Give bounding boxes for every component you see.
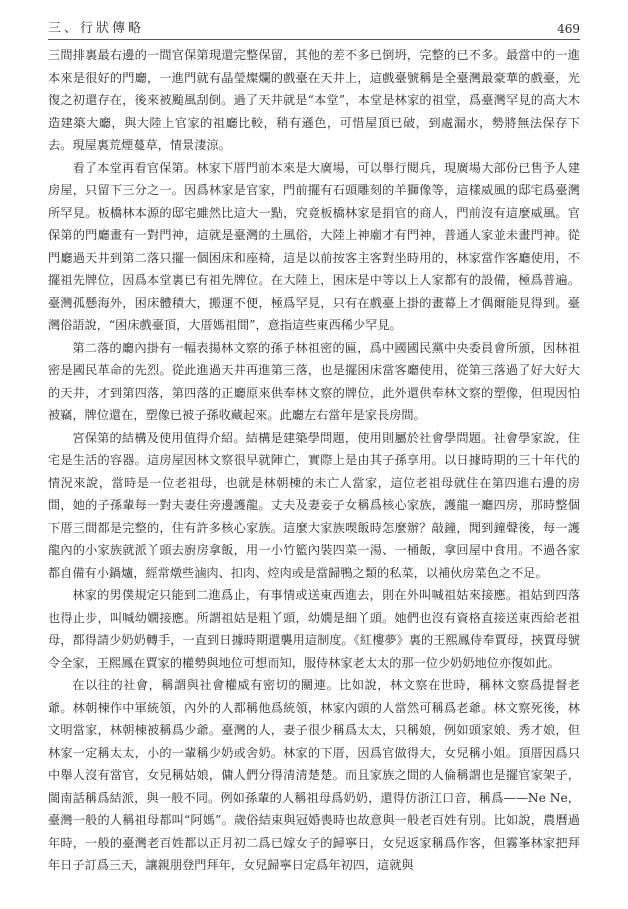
paragraph: 在以往的社會，稱謂與社會權威有密切的關連。比如說，林文察在世時，稱林文察爲提督老爺。林朝棟作中軍統領，內外的人都稱他爲統領，林家內頭的人當然可稱爲老爺。林文察死後，林文明當家，林朝棟被稱爲少爺。臺灣的人，妻子很少稱爲太太，只稱娘，例如頭家娘、秀才娘，但林家一定稱太太，小的一輩稱少奶或舍奶。林家的下厝，因爲官做得大，女兒稱小姐。頂厝因爲只中舉人沒有當官，女兒稱姑娘，傭人們分得清清楚楚。而且家族之間的人倫稱謂也是擺官家架子，閩南話稱爲結派，與一般不同。例如孫輩的人稱祖母爲奶奶，還得仿浙江口音，稱爲——Ne Ne，臺灣一般的人稱祖母都叫“阿媽”。歲俗結束與冠婚喪時也故意與一般老百姓有別。比如說，農曆過年時，一般的臺灣老百姓都以正月初二爲已嫁女子的歸寧日，女兒返家稱爲作客，但霧峯林家把拜年日子訂爲三天，讓親朋登門拜年，女兒歸寧日定爲年初四，這就與 [48,678,580,872]
paragraph: 第二落的廳內掛有一幅表揚林文察的孫子林祖密的匾，爲中國國民黨中央委員會所頒，因林祖密是國民革命的先烈。從此進過天井再進第三落，也是擺困床當客廳使用，從第三落過了好大好大的天井，才到第四落，第四落的正廳原來供奉林文察的牌位，此外還供奉林文察的塑像，但現因怕被竊，牌位還在，塑像已被子孫收藏起來。此廳左右當年是家長房間。 [48,340,580,422]
paragraph: 林家的男僕規定只能到二進爲止，有事情或送東西進去，則在外叫喊祖姑來接應。祖姑到四落也得止步，叫喊幼嫺接應。所謂祖姑是粗丫頭，幼嫺是細丫頭。她們也沒有資格直接送東西給老祖母，都得請少奶奶轉手，一直到日據時期還襲用這制度。《紅樓夢》裏的王熙鳳侍奉賈母，挾賈母號令全家，王熙鳳在賈家的權勢與地位可想而知，服侍林家老太太的那一位少奶奶地位亦復如此。 [48,588,580,670]
chapter-title: 三、行狀傳略 [48,21,145,36]
page-header [48,14,580,40]
paragraph: 三間排裏最右邊的一間官保第現還完整保留，其他的差不多已倒坍，完整的已不多。最當中的一進本來是很好的門廳，一進門就有晶瑩燦爛的戲臺在天井上，這戲臺號稱是全臺灣最豪華的戲臺，光復之初還存在，後來被颱風刮倒。過了天井就是“本堂”，本堂是林家的祖堂，爲臺灣罕見的高大木造建築大廳，與大陸上官家的祖廳比較，稍有遜色，可惜屋頂已破，到處漏水，勢將無法保存下去。現屋裏荒煙蔓草，情景淒涼。 [48,48,580,152]
page-body [48,44,580,895]
paragraph: 宮保第的結構及使用值得介紹。結構是建築學問題，使用則屬於社會學問題。社會學家說，住宅是生活的容器。這房屋因林文察很早就陣亡，實際上是由其子孫享用。以日據時期的三十年代的情況來說，當時是一位老祖母，也就是林朝棟的未亡人當家，這位老祖母就住在第四進右邊的房間，她的子孫輩每一對夫妻住旁邊護龍。丈夫及妻妾子女稱爲核心家族，護龍一廳四房，那時整個下厝三間都是完整的，住有許多核心家族。這麼大家族喫飯時怎麼辦？敲鐘，聞到鐘聲後，每一護龍內的小家族就派丫頭去廚房拿飯，用一小竹籃內裝四菜一湯、一桶飯，拿回屋中食用。不過各家都自備有小鍋爐，經常燉些滷肉、扣肉、焢肉或是當歸鴨之類的私菜，以補伙房菜色之不足。 [48,430,580,580]
page-number: 469 [557,22,580,36]
paragraph: 看了本堂再看官保第。林家下厝門前本來是大廣場，可以舉行閱兵，現廣場大部份已售予人建房屋，只留下三分之一。因爲林家是官家，門前擺有石頭雕刻的羊獅像等，這樣威風的邸宅爲臺灣所罕見。板橋林本源的邸宅雖然比這大一點，究竟板橋林家是捐官的商人，門前沒有這麼威風。官保第的門廳畫有一對門神，這就是臺灣的土風俗，大陸上神廟才有門神，普通人家並未畫門神。從門廳過天井到第二落只擺一個困床和座椅，這是以前按客主客對坐時用的，林家當作客廳使用，不擺祖先牌位，因爲本堂裏已有祖先牌位。在大陸上，困床是中等以上人家都有的設備，極爲普遍。臺灣孤懸海外，困床體積大，搬運不便，極爲罕見，只有在戲臺上掛的畫幕上才偶爾能見得到。臺灣俗語說，“困床戲臺頂，大厝媽祖間”，意指這些東西稀少罕見。 [48,160,580,332]
